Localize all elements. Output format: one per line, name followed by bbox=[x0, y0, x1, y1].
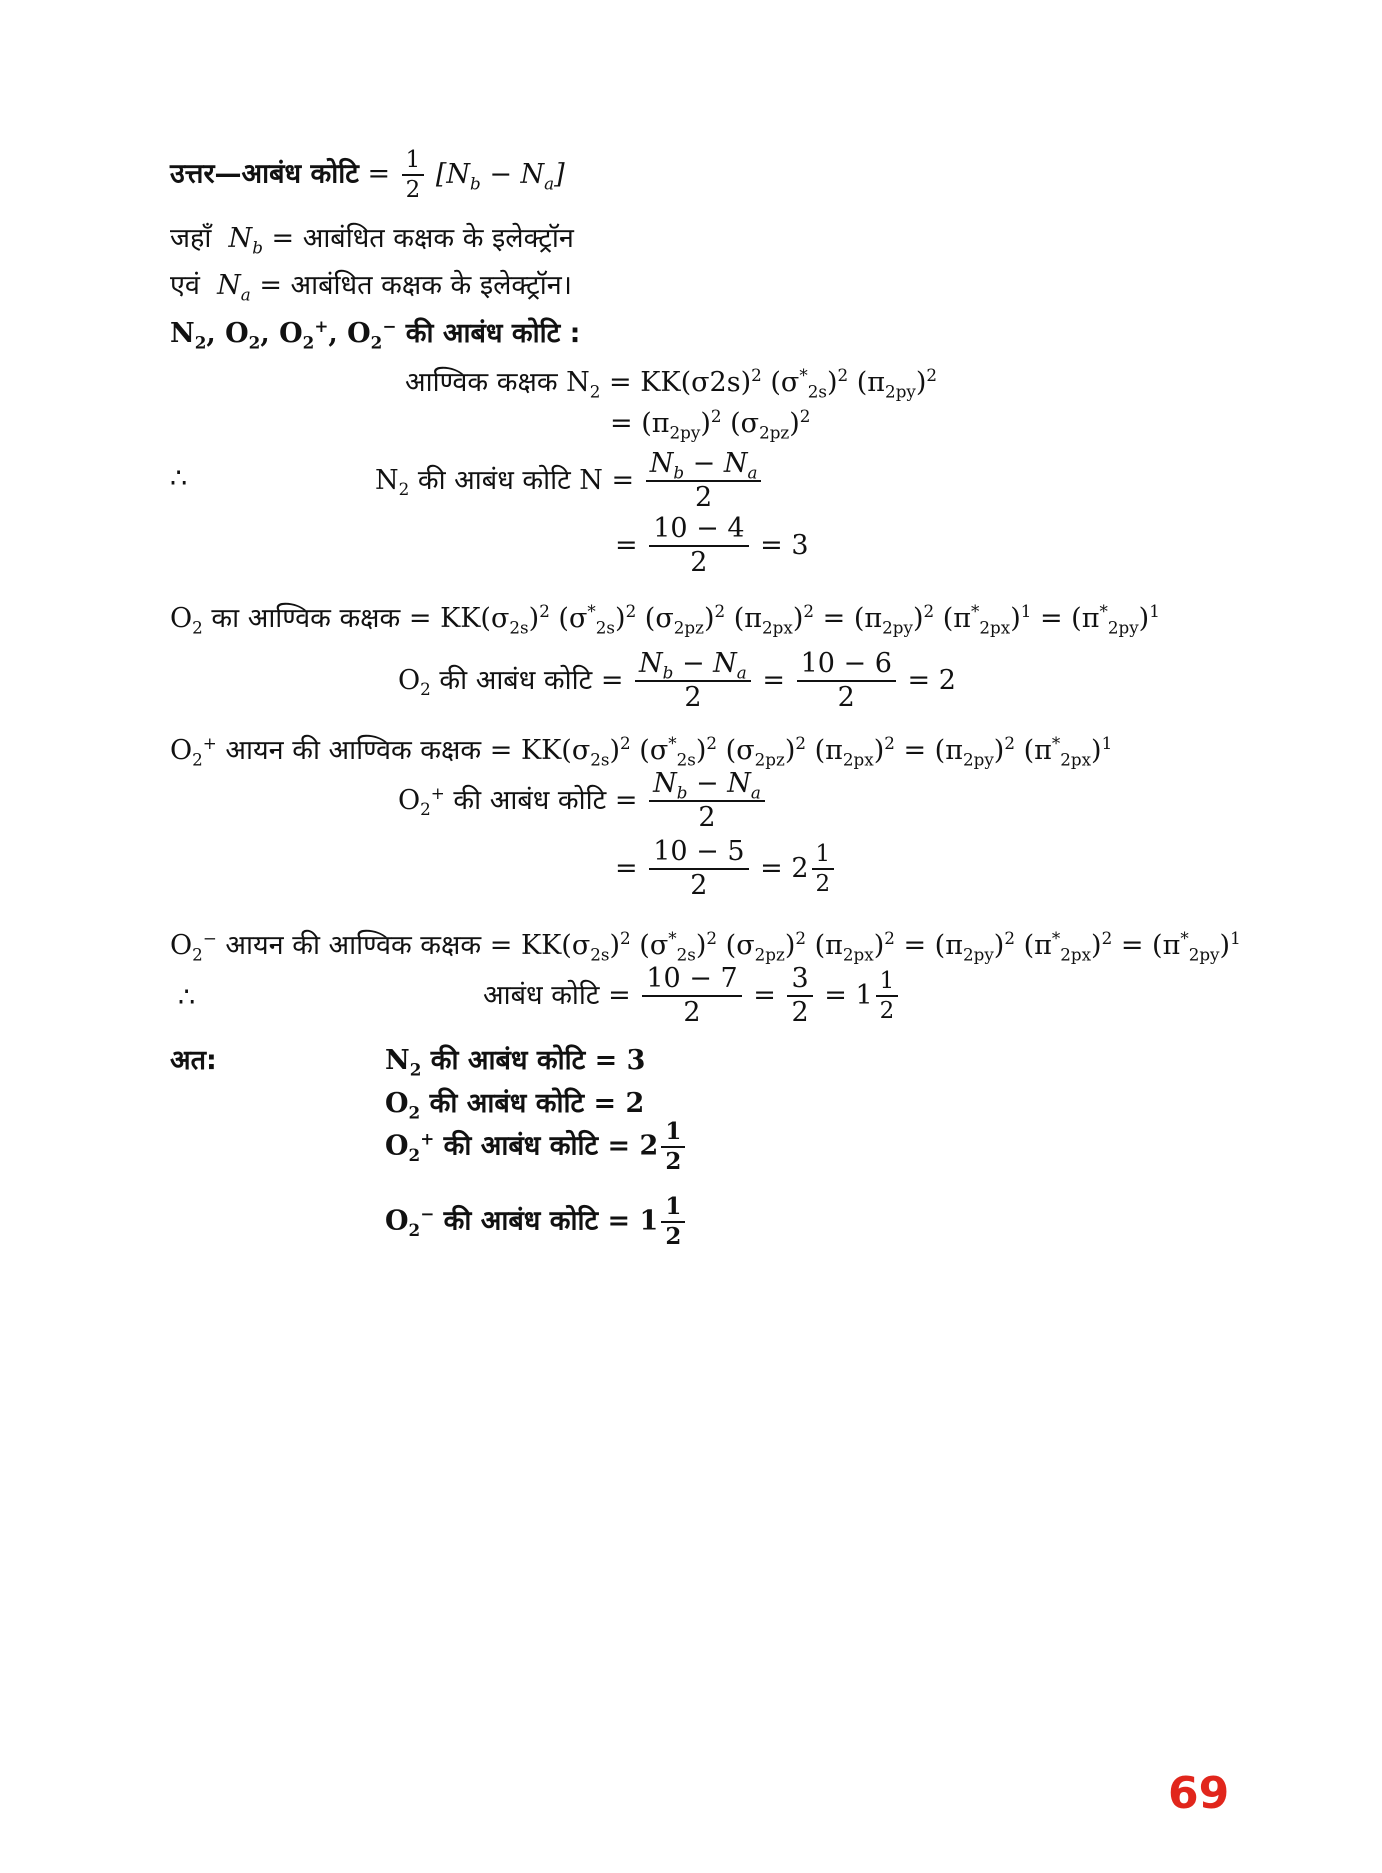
o2-plus-mo-config: $O_2^+$ आयन की आण्विक कक्षक = $KK(\sigma_{2s})^2$ $(\sigma^*_{2s})^2$ $(\sigma_{2pz})^2$ $(\pi_{2px})^2 = (\pi_{2py})^2$ $(\pi^*_{2px})^1$ bbox=[170, 733, 1113, 770]
page-number: 69 bbox=[1168, 1768, 1230, 1819]
hence-label: अत: bbox=[170, 1045, 217, 1076]
n2-bond-order-value: = $\frac{10 - 4}{2}$ = 3 bbox=[615, 513, 809, 579]
summary-o2: $O_2$ की आबंध कोटि = 2 bbox=[385, 1088, 645, 1123]
section-heading: $N_2$, $O_2$, $O_2^+$, $O_2^-$ की आबंध कोटि : bbox=[170, 316, 581, 353]
n2-mo-config-cont: = $(\pi_{2py})^2$ $(\sigma_{2pz})^2$ bbox=[610, 406, 811, 443]
na-definition: एवं $N_a$ = आबंधित कक्षक के इलेक्ट्रॉन। bbox=[170, 270, 572, 305]
nb-definition: जहाँ $N_b$ = आबंधित कक्षक के इलेक्ट्रॉन bbox=[170, 223, 574, 258]
n2-mo-config: आण्विक कक्षक $N_2 = KK(\sigma 2s)^2$ $(\sigma^*_{2s})^2$ $(\pi_{2py})^2$ bbox=[405, 365, 938, 402]
o2-plus-bond-order-value: = $\frac{10 - 5}{2}$ = 2 $\frac{1}{2}$ bbox=[615, 838, 837, 901]
therefore-symbol-2: ∴ bbox=[178, 982, 196, 1013]
n2-bond-order-formula: $N_2$ की आबंध कोटि N = $\frac{N_b - N_a}{2}$ bbox=[375, 450, 764, 513]
o2-minus-mo-config: $O_2^-$ आयन की आण्विक कक्षक = $KK(\sigma_{2s})^2$ $(\sigma^*_{2s})^2$ $(\sigma_{2pz})^2$ $(\pi_{2px})^2 = (\pi_{2py})^2$ $(\pi^*_{2px})^2 = (\pi^*_{2py})^1$ bbox=[170, 928, 1241, 965]
bond-order-definition: उत्तर—आबंध कोटि = $\frac{1}{2}$ $[N_b - N_a]$ bbox=[170, 147, 565, 204]
summary-o2-plus: $O_2^+$ की आबंध कोटि = 2 $\frac{1}{2}$ bbox=[385, 1120, 688, 1174]
o2-minus-bond-order: आबंध कोटि = $\frac{10 - 7}{2}$ = $\frac{3}{2}$ = 1 $\frac{1}{2}$ bbox=[483, 965, 901, 1028]
o2-bond-order: $O_2$ की आबंध कोटि = $\frac{N_b - N_a}{2}$ = $\frac{10 - 6}{2}$ = 2 bbox=[398, 648, 956, 714]
o2-mo-config: $O_2$ का आण्विक कक्षक = $KK(\sigma_{2s})^2$ $(\sigma^*_{2s})^2$ $(\sigma_{2pz})^2$ $(\pi_{2px})^2 = (\pi_{2py})^2$ $(\pi^*_{2px})^1 = (\pi^*_{2py})^1$ bbox=[170, 601, 1160, 638]
therefore-symbol: ∴ bbox=[170, 463, 188, 494]
o2-plus-bond-order-formula: $O_2^+$ की आबंध कोटि = $\frac{N_b - N_a}{2}$ bbox=[398, 770, 768, 833]
summary-o2-minus: $O_2^-$ की आबंध कोटि = 1 $\frac{1}{2}$ bbox=[385, 1195, 688, 1249]
summary-n2: $N_2$ की आबंध कोटि = 3 bbox=[385, 1045, 646, 1080]
